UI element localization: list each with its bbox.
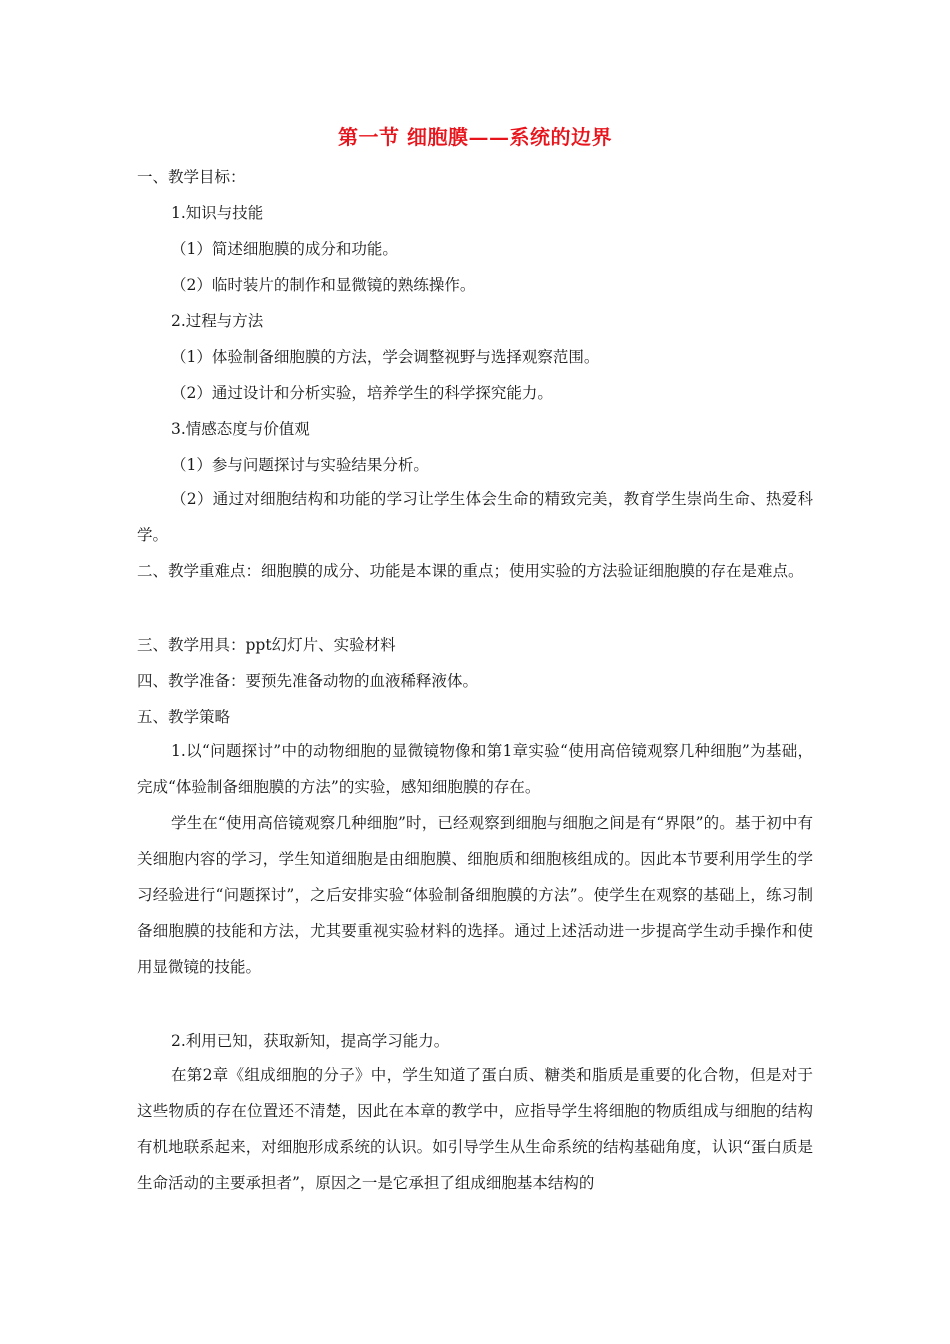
strategy-point-1: 1.以“问题探讨”中的动物细胞的显微镜物像和第1章实验“使用高倍镜观察几种细胞”为基础，完成“体验制备细胞膜的方法”的实验，感知细胞膜的存在。 xyxy=(137,742,813,796)
section-heading-strategy: 五、教学策略 xyxy=(137,708,231,726)
section-heading-objectives: 一、教学目标： xyxy=(137,168,246,186)
strategy-paragraph-1: 学生在“使用高倍镜观察几种细胞”时，已经观察到细胞与细胞之间是有“界限”的。基于初中有关细胞内容的学习，学生知道细胞是由细胞膜、细胞质和细胞核组成的。因此本节要利用学生的学习经验进行“问题探讨”，之后安排实验“体验制备细胞膜的方法”。使学生在观察的基础上，练习制备细胞膜的技能和方法，尤其要重视实验材料的选择。通过上述活动进一步提高学生动手操作和使用显微镜的技能。 xyxy=(137,814,813,976)
list-item: （2）通过设计和分析实验，培养学生的科学探究能力。 xyxy=(171,384,553,402)
strategy-point-2: 2.利用已知，获取新知，提高学习能力。 xyxy=(171,1032,450,1050)
list-item: （1）简述细胞膜的成分和功能。 xyxy=(171,240,398,258)
subheading-knowledge-skills: 1.知识与技能 xyxy=(171,204,264,222)
subheading-process-methods: 2.过程与方法 xyxy=(171,312,264,330)
list-item: （2）临时装片的制作和显微镜的熟练操作。 xyxy=(171,276,476,294)
document-title: 第一节 细胞膜——系统的边界 xyxy=(338,125,612,149)
strategy-paragraph-2: 在第2章《组成细胞的分子》中，学生知道了蛋白质、糖类和脂质是重要的化合物，但是对于这些物质的存在位置还不清楚，因此在本章的教学中，应指导学生将细胞的物质组成与细胞的结构有机地联系起来，对细胞形成系统的认识。如引导学生从生命系统的结构基础角度，认识“蛋白质是生命活动的主要承担者”，原因之一是它承担了组成细胞基本结构的 xyxy=(137,1066,813,1192)
list-item: （1）参与问题探讨与实验结果分析。 xyxy=(171,456,429,474)
section-teaching-tools: 三、教学用具：ppt幻灯片、实验材料 xyxy=(137,636,396,654)
section-key-difficult-points: 二、教学重难点：细胞膜的成分、功能是本课的重点；使用实验的方法验证细胞膜的存在是难点。 xyxy=(137,562,804,580)
list-item-wrapped: （2）通过对细胞结构和功能的学习让学生体会生命的精致完美，教育学生崇尚生命、热爱科学。 xyxy=(137,490,813,544)
section-teaching-preparation: 四、教学准备：要预先准备动物的血液稀释液体。 xyxy=(137,672,479,690)
list-item: （1）体验制备细胞膜的方法，学会调整视野与选择观察范围。 xyxy=(171,348,600,366)
subheading-attitudes-values: 3.情感态度与价值观 xyxy=(171,420,310,438)
